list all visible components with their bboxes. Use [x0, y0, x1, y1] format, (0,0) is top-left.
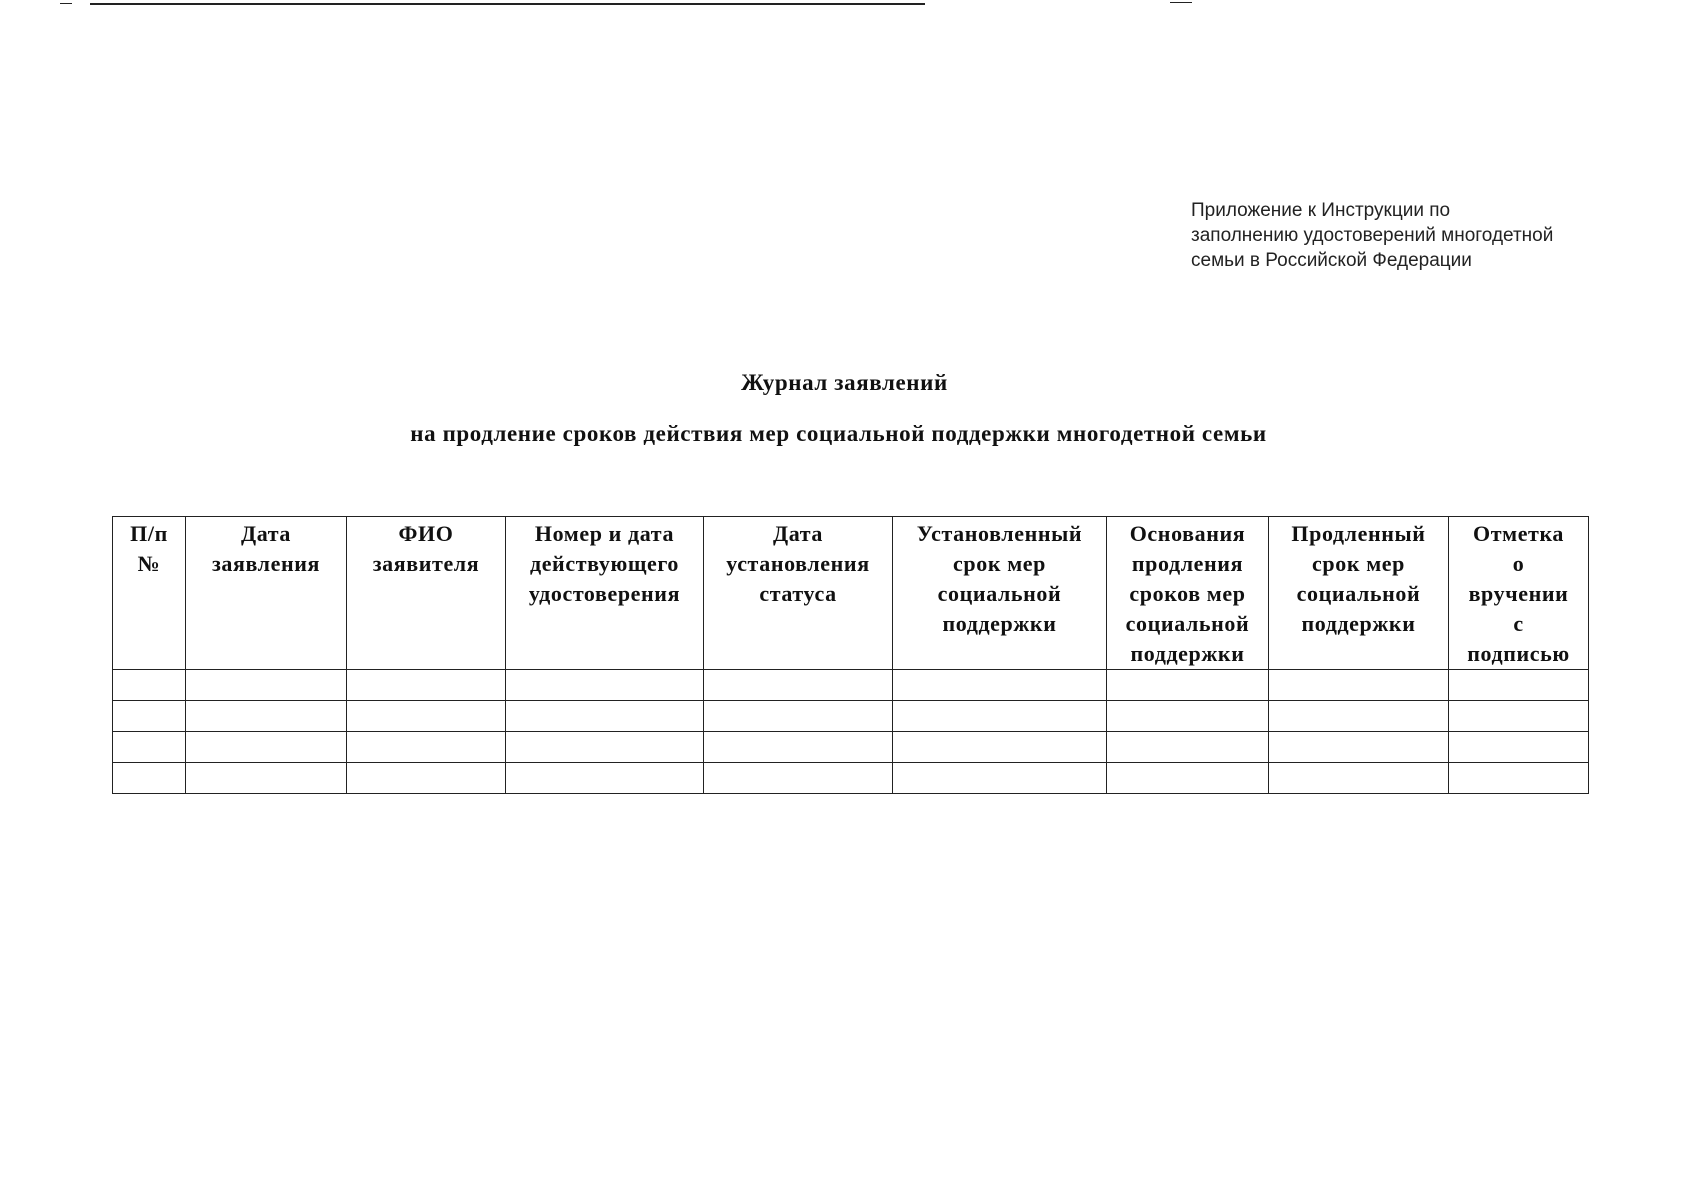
column-header-applicant-name [347, 517, 506, 670]
table-cell[interactable] [1269, 701, 1449, 732]
header-line: социальной [937, 581, 1062, 606]
journal-table [112, 516, 1589, 794]
table-row [113, 701, 1589, 732]
header-line: вручении [1468, 581, 1569, 606]
header-line: с [1513, 611, 1524, 636]
table-cell[interactable] [704, 763, 893, 794]
column-header-application-date [186, 517, 347, 670]
table-cell[interactable] [893, 701, 1107, 732]
table-cell[interactable] [113, 701, 186, 732]
table-cell[interactable] [113, 670, 186, 701]
table-cell[interactable] [113, 763, 186, 794]
column-header-row-number [113, 517, 186, 670]
header-line: установления [726, 551, 870, 576]
table-cell[interactable] [113, 732, 186, 763]
header-line: социальной [1296, 581, 1421, 606]
table-body [113, 670, 1589, 794]
table-cell[interactable] [704, 670, 893, 701]
header-line: Установленный [916, 521, 1083, 546]
header-line: заявителя [372, 551, 480, 576]
header-line: продления [1131, 551, 1244, 576]
header-line: действующего [529, 551, 680, 576]
table-cell[interactable] [1107, 701, 1269, 732]
header-line: Номер и дата [534, 521, 675, 546]
column-header-certificate-number-date [506, 517, 704, 670]
table-cell[interactable] [347, 763, 506, 794]
header-line: поддержки [942, 611, 1057, 636]
header-line: Продленный [1291, 521, 1426, 546]
table-cell[interactable] [186, 670, 347, 701]
scan-artifact-dash [60, 3, 72, 4]
table-cell[interactable] [506, 670, 704, 701]
table-cell[interactable] [186, 732, 347, 763]
table-cell[interactable] [506, 732, 704, 763]
table-cell[interactable] [186, 701, 347, 732]
header-line: заявления [211, 551, 321, 576]
appendix-note [1191, 198, 1611, 273]
column-header-extended-term [1269, 517, 1449, 670]
table-cell[interactable] [1449, 763, 1589, 794]
header-line: социальной [1125, 611, 1250, 636]
column-header-established-term [893, 517, 1107, 670]
table-cell[interactable] [1449, 732, 1589, 763]
table-cell[interactable] [704, 701, 893, 732]
table-header-row [113, 517, 1589, 670]
table-cell[interactable] [506, 701, 704, 732]
header-line: поддержки [1301, 611, 1416, 636]
document-subtitle: на продление сроков действия мер социальной поддержки многодетной семьи [410, 421, 1267, 446]
header-line: срок мер [953, 551, 1046, 576]
header-line: Дата [772, 521, 824, 546]
header-line: о [1512, 551, 1525, 576]
table-cell[interactable] [1449, 670, 1589, 701]
appendix-note-line: семьи в Российской Федерации [1191, 250, 1472, 271]
table-cell[interactable] [347, 701, 506, 732]
header-line: срок мер [1312, 551, 1405, 576]
table-cell[interactable] [1269, 670, 1449, 701]
table-cell[interactable] [506, 763, 704, 794]
header-line: Основания [1129, 521, 1246, 546]
scan-artifact-dash [1170, 2, 1192, 3]
table-cell[interactable] [347, 732, 506, 763]
table-cell[interactable] [1449, 701, 1589, 732]
table-cell[interactable] [893, 670, 1107, 701]
table-cell[interactable] [893, 763, 1107, 794]
scan-artifact-line [90, 3, 925, 5]
table-cell[interactable] [1107, 763, 1269, 794]
header-line: сроков мер [1129, 581, 1246, 606]
table-cell[interactable] [704, 732, 893, 763]
header-line: П/п [130, 521, 168, 546]
column-header-delivery-mark [1449, 517, 1589, 670]
header-line: поддержки [1130, 641, 1245, 666]
table-cell[interactable] [347, 670, 506, 701]
table-cell[interactable] [893, 732, 1107, 763]
column-header-status-date [704, 517, 893, 670]
table-cell[interactable] [1107, 732, 1269, 763]
header-line: удостоверения [528, 581, 681, 606]
table-cell[interactable] [1269, 763, 1449, 794]
header-line: подписью [1467, 641, 1570, 666]
header-line: № [137, 551, 161, 576]
table-row [113, 732, 1589, 763]
column-header-extension-grounds [1107, 517, 1269, 670]
table-cell[interactable] [1269, 732, 1449, 763]
document-title: Журнал заявлений [741, 370, 948, 395]
appendix-note-line: Приложение к Инструкции по [1191, 200, 1451, 221]
header-line: Отметка [1472, 521, 1565, 546]
table-row [113, 763, 1589, 794]
table-row [113, 670, 1589, 701]
appendix-note-line: заполнению удостоверений многодетной [1191, 225, 1554, 246]
header-line: Дата [240, 521, 292, 546]
table-cell[interactable] [1107, 670, 1269, 701]
header-line: ФИО [398, 521, 454, 546]
header-line: статуса [759, 581, 837, 606]
table-cell[interactable] [186, 763, 347, 794]
